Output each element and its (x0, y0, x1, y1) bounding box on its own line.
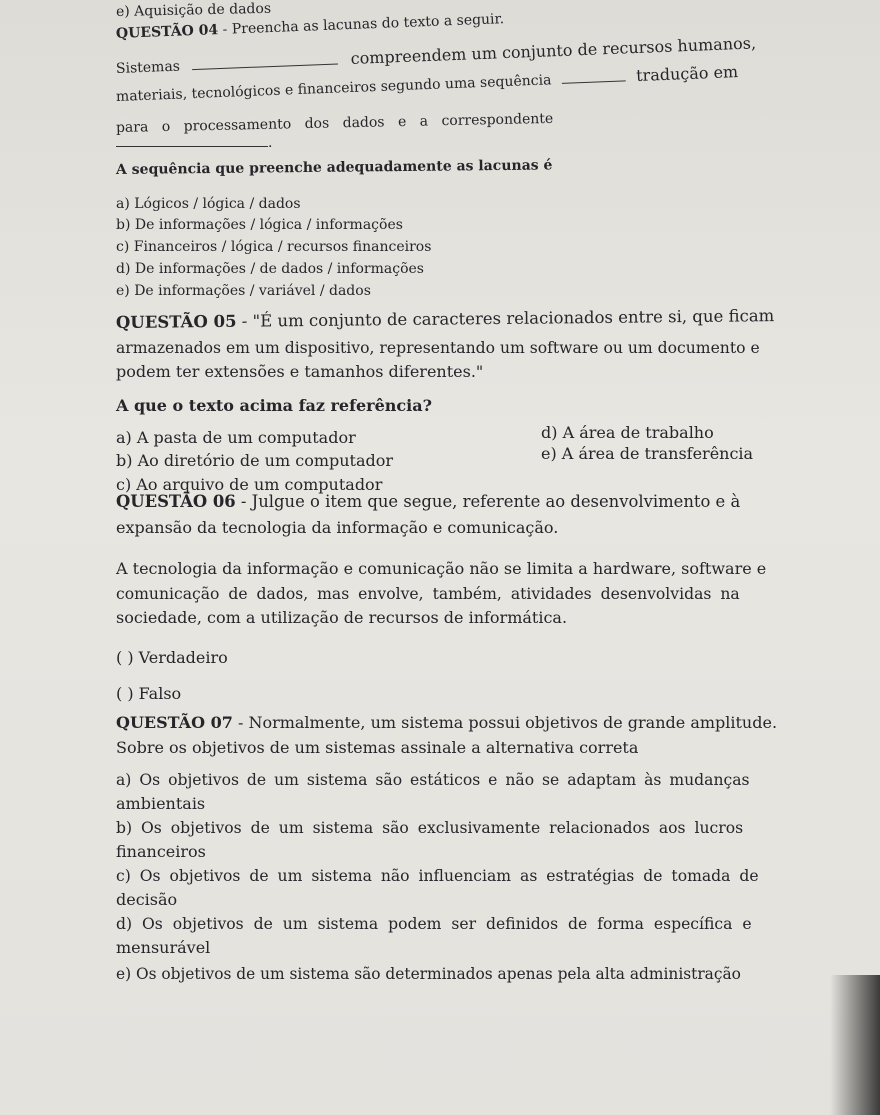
q4-line4: . (116, 132, 272, 153)
q4-blank-3[interactable] (116, 132, 268, 147)
previous-option-e: e) Aquisição de dados (115, 0, 272, 20)
q6-header (116, 492, 740, 512)
q5-heading: QUESTÃO 05 (115, 311, 237, 332)
q7-option-a-line1[interactable]: a) Os objetivos de um sistema são estáticos e não se adaptam às mudanças (116, 771, 750, 789)
q4-line3: para o processamento dos dados e a correspondente (115, 110, 554, 136)
q4-blank-1[interactable] (192, 49, 338, 70)
q6-text-line2: expansão da tecnologia da informação e comunicação. (116, 518, 559, 537)
q4-line1-word: Sistemas (115, 58, 181, 77)
q6-statement-line1: A tecnologia da informação e comunicação não se limita a hardware, software e (116, 559, 767, 578)
q4-prompt: A sequência que preenche adequadamente as lacunas é (115, 157, 553, 178)
q6-false-option[interactable]: ( ) Falso (116, 684, 182, 703)
q4-line2-text: materiais, tecnológicos e financeiros segundo uma sequência (115, 72, 552, 105)
q4-instruction: - Preencha as lacunas do texto a seguir. (217, 11, 505, 39)
q4-option-d[interactable]: d) De informações / de dados / informações (116, 261, 424, 277)
q5-option-c[interactable]: c) Ao arquivo de um computador (116, 475, 383, 494)
q4-blank-2[interactable] (561, 66, 626, 83)
q7-option-b-line1[interactable]: b) Os objetivos de um sistema são exclusivamente relacionados aos lucros (116, 819, 744, 837)
q4-line1-rest: compreendem um conjunto de recursos humanos, (350, 33, 757, 68)
q4-option-e[interactable]: e) De informações / variável / dados (116, 283, 371, 299)
q7-option-e-line1[interactable]: e) Os objetivos de um sistema são determinados apenas pela alta administração (116, 965, 741, 983)
q5-header (116, 306, 774, 333)
q7-text-line2: Sobre os objetivos de um sistemas assinale a alternativa correta (116, 738, 639, 757)
page-edge-shadow (830, 975, 880, 1115)
q5-text-line2: armazenados em um dispositivo, representando um software ou um documento e (116, 339, 760, 357)
q5-text-line1: - "É um conjunto de caracteres relacionados entre si, que ficam (236, 306, 775, 331)
q7-header (116, 713, 777, 733)
q5-option-a[interactable]: a) A pasta de um computador (116, 428, 356, 447)
q7-option-d-line1[interactable]: d) Os objetivos de um sistema podem ser definidos de forma específica e (116, 915, 752, 933)
q4-option-b[interactable]: b) De informações / lógica / informações (116, 217, 403, 233)
q7-option-c-line2[interactable]: decisão (116, 890, 178, 909)
q5-text-line3: podem ter extensões e tamanhos diferentes." (116, 362, 484, 381)
q4-heading: QUESTÃO 04 (115, 22, 219, 42)
q7-heading: QUESTÃO 07 (116, 713, 233, 732)
q4-option-a[interactable]: a) Lógicos / lógica / dados (116, 196, 301, 212)
q5-option-d[interactable]: d) A área de trabalho (541, 423, 714, 442)
q6-text-line1: - Julgue o item que segue, referente ao desenvolvimento e à (235, 492, 741, 511)
q7-option-b-line2[interactable]: financeiros (116, 842, 206, 861)
q6-heading: QUESTÃO 06 (116, 492, 236, 511)
q7-option-c-line1[interactable]: c) Os objetivos de um sistema não influenciam as estratégias de tomada de (116, 867, 759, 885)
q7-option-a-line2[interactable]: ambientais (116, 794, 206, 813)
q7-option-d-line2[interactable]: mensurável (116, 938, 211, 957)
q5-prompt: A que o texto acima faz referência? (116, 396, 432, 415)
q5-option-b[interactable]: b) Ao diretório de um computador (116, 451, 394, 470)
q6-true-option[interactable]: ( ) Verdadeiro (116, 648, 228, 667)
q4-option-c[interactable]: c) Financeiros / lógica / recursos financeiros (116, 239, 432, 255)
q7-text-line1: - Normalmente, um sistema possui objetivos de grande amplitude. (232, 713, 778, 732)
q6-statement-line2: comunicação de dados, mas envolve, também, atividades desenvolvidas na (116, 585, 740, 603)
q4-line2-end: tradução em (635, 62, 739, 86)
q6-statement-line3: sociedade, com a utilização de recursos de informática. (116, 608, 568, 627)
q5-option-e[interactable]: e) A área de transferência (541, 444, 754, 463)
